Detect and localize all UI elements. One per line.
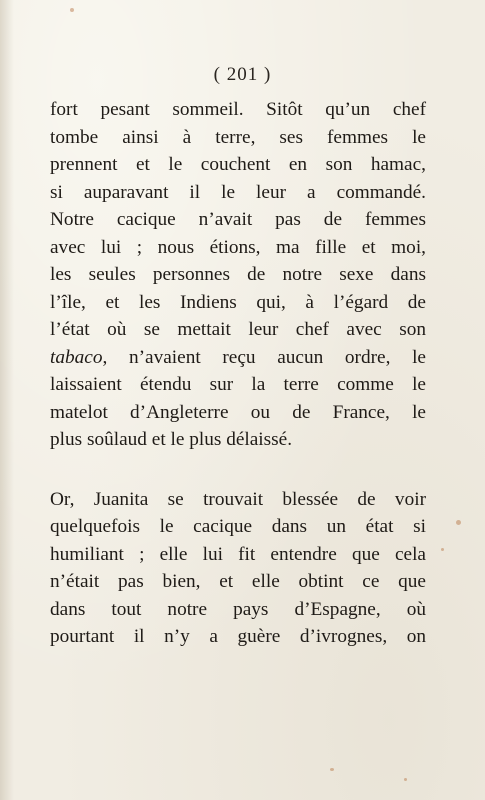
page-number: ( 201 ) — [213, 64, 272, 85]
text-line: pourtant il n’y a guère d’ivrognes, on — [50, 626, 426, 647]
text-line: laissaient étendu sur la terre comme le — [50, 374, 426, 395]
foxing-spot — [441, 548, 444, 551]
text-line: quelquefois le cacique dans un état si — [50, 516, 426, 537]
foxing-spot — [456, 520, 461, 525]
paragraph-spacing — [50, 454, 426, 486]
text-line: plus soûlaud et le plus délaissé. — [50, 429, 293, 450]
text-line: fort pesant sommeil. Sitôt qu’un chef — [50, 99, 426, 120]
text-line: les seules personnes de notre sexe dans — [50, 264, 426, 285]
text-line — [50, 344, 426, 372]
text-line: avec lui ; nous étions, ma fille et moi, — [50, 236, 426, 258]
paragraph — [50, 96, 426, 454]
foxing-spot — [330, 768, 334, 771]
text-line: Notre cacique n’avait pas de femmes — [50, 209, 426, 230]
text-line: si auparavant il le leur a commandé. — [50, 181, 426, 203]
text-line: prennent et le couchent en son hamac, — [50, 154, 426, 175]
text-line: dans tout notre pays d’Espagne, où — [50, 598, 426, 620]
foxing-spot — [70, 8, 74, 12]
text-run: , n’avaient reçu aucun ordre, le — [102, 346, 426, 368]
text-line: tombe ainsi à terre, ses femmes le — [50, 126, 426, 148]
foxing-spot — [404, 778, 407, 781]
text-line: matelot d’Angleterre ou de France, le — [50, 401, 426, 423]
page-edge-shadow — [0, 0, 14, 800]
paragraph — [50, 486, 426, 651]
text-line: n’était pas bien, et elle obtint ce que — [50, 571, 426, 592]
text-line: humiliant ; elle lui fit entendre que cela — [50, 543, 426, 565]
italic-word: tabaco — [50, 346, 103, 368]
text-line: Or, Juanita se trouvait blessée de voir — [50, 488, 426, 510]
text-line: l’état où se mettait leur chef avec son — [50, 319, 426, 340]
text-line: l’île, et les Indiens qui, à l’égard de — [50, 291, 426, 313]
body-text — [50, 96, 426, 651]
